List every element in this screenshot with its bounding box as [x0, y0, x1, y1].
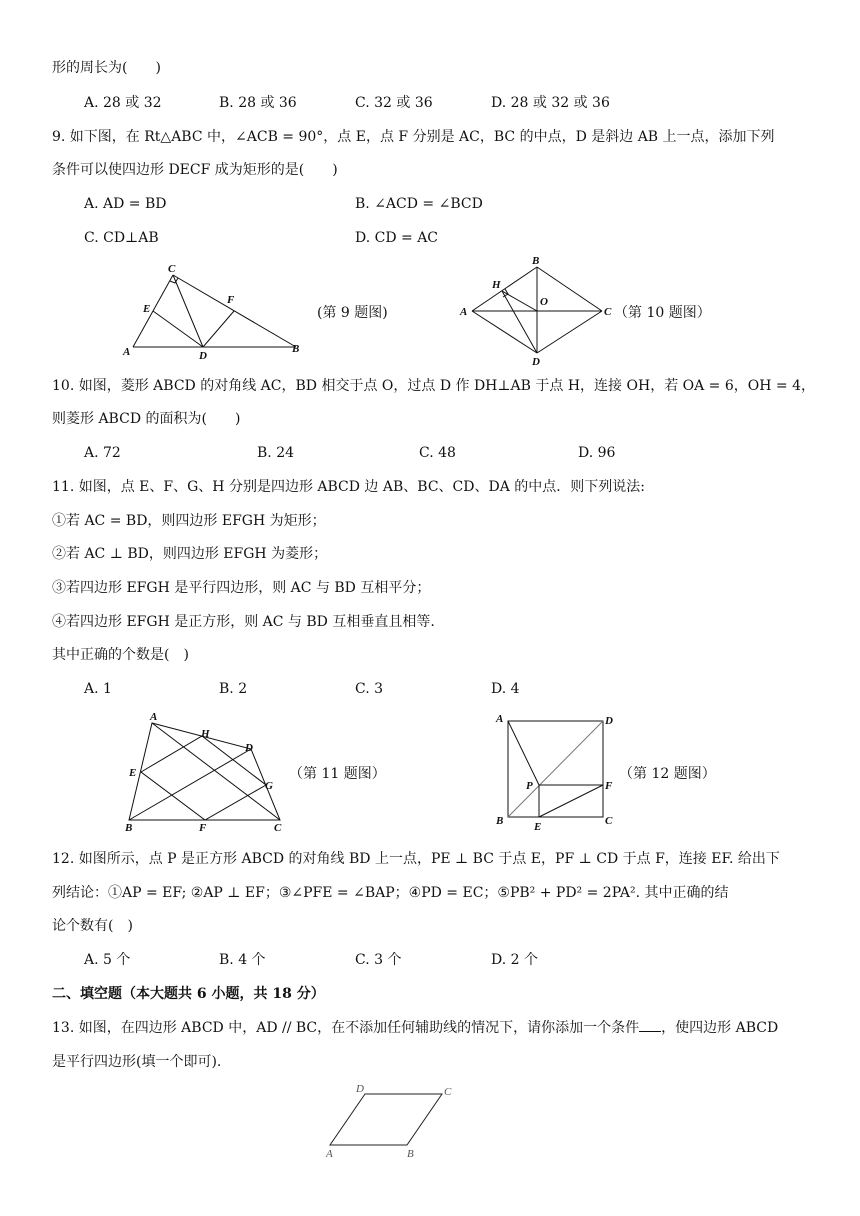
fig13-label-c: C [444, 1086, 452, 1098]
fig11-label-d: D [245, 742, 253, 754]
fig9-label-c: C [168, 263, 176, 275]
fig12-label-d: D [605, 715, 613, 727]
q8-option-d: D. 28 或 32 或 36 [491, 95, 610, 111]
q12-stem-line1: 12. 如图所示，点 P 是正方形 ABCD 的对角线 BD 上一点，PE ⊥ BC 于点 E，PF ⊥ CD 于点 F，连接 EF. 给出下 [52, 851, 780, 867]
q12-option-d: D. 2 个 [491, 952, 538, 968]
fig11-label-f: F [199, 822, 207, 834]
q9-stem-line1: 9. 如下图，在 Rt△ABC 中，∠ACB = 90°，点 E，点 F 分别是 AC，BC 的中点，D 是斜边 AB 上一点，添加下列 [52, 129, 775, 145]
fig12-label-c: C [605, 815, 613, 827]
fig11-label-b: B [125, 822, 133, 834]
q12-stem-line2: 列结论：①AP = EF; ②AP ⊥ EF；③∠PFE = ∠BAP；④PD = EC；⑤PB² + PD² = 2PA². 其中正确的结 [52, 885, 729, 901]
fig12-label-p: P [526, 780, 533, 792]
q9-option-d: D. CD = AC [355, 230, 439, 246]
q9-option-a: A. AD = BD [84, 196, 167, 212]
fig9-label-d: D [199, 350, 207, 362]
q8-tail: 形的周长为( ) [52, 60, 161, 76]
q13-stem-line2: 是平行四边形(填一个即可). [52, 1054, 222, 1070]
q12-option-b: B. 4 个 [219, 952, 266, 968]
fig11-label-g: G [265, 780, 273, 792]
fig13-label-a: A [326, 1148, 333, 1160]
fig10-label-h: H [492, 279, 501, 291]
fig11-label-e: E [129, 767, 137, 779]
q11-ask: 其中正确的个数是( ) [52, 647, 189, 663]
fig11-caption: （第 11 题图） [289, 766, 386, 782]
fig10-label-b: B [532, 255, 540, 267]
q9-option-b: B. ∠ACD = ∠BCD [355, 196, 483, 212]
q11-option-b: B. 2 [219, 681, 248, 697]
fig11-label-h: H [201, 728, 210, 740]
fig12-label-e: E [534, 821, 542, 833]
fig12-label-f: F [605, 780, 613, 792]
q10-option-c: C. 48 [419, 445, 456, 461]
q11-option-c: C. 3 [355, 681, 384, 697]
fig10-label-a: A [460, 306, 468, 318]
fig10-label-d: D [532, 356, 540, 368]
q11-option-a: A. 1 [84, 681, 112, 697]
fig9-label-b: B [292, 343, 300, 355]
q12-stem-line3: 论个数有( ) [52, 918, 133, 934]
q8-option-b: B. 28 或 36 [219, 95, 297, 111]
fig11-label-a: A [150, 711, 158, 723]
fig9-label-e: E [143, 303, 151, 315]
section-2-title: 二、填空题（本大题共 6 小题，共 18 分） [52, 986, 325, 1002]
fig13-label-b: B [407, 1148, 414, 1160]
fig12-label-a: A [496, 713, 504, 725]
q11-statement-4: ④若四边形 EFGH 是正方形，则 AC 与 BD 互相垂直且相等. [52, 614, 435, 630]
q8-option-c: C. 32 或 36 [355, 95, 433, 111]
q12-option-a: A. 5 个 [84, 952, 131, 968]
q11-statement-2: ②若 AC ⊥ BD，则四边形 EFGH 为菱形； [52, 546, 328, 562]
fig11-label-c: C [274, 822, 282, 834]
fig13-label-d: D [356, 1083, 364, 1095]
fig9-label-f: F [227, 294, 235, 306]
fig10-caption: （第 10 题图） [614, 305, 711, 321]
fig9-label-a: A [123, 346, 131, 358]
fig10-label-c: C [604, 306, 612, 318]
q10-option-b: B. 24 [257, 445, 295, 461]
q13-stem-part1: 13. 如图，在四边形 ABCD 中，AD // BC，在不添加任何辅助线的情况下，请你添加一个条件 [52, 1020, 640, 1036]
fig12-label-b: B [496, 815, 504, 827]
q9-stem-line2: 条件可以使四边形 DECF 成为矩形的是( ) [52, 162, 338, 178]
q8-option-a: A. 28 或 32 [84, 95, 162, 111]
q9-option-c: C. CD⊥AB [84, 230, 159, 246]
q11-statement-1: ①若 AC = BD，则四边形 EFGH 为矩形； [52, 513, 326, 529]
q10-stem-line1: 10. 如图，菱形 ABCD 的对角线 AC，BD 相交于点 O，过点 D 作 DH⊥AB 于点 H，连接 OH，若 OA = 6，OH = 4， [52, 378, 815, 394]
q11-option-d: D. 4 [491, 681, 520, 697]
q11-statement-3: ③若四边形 EFGH 是平行四边形，则 AC 与 BD 互相平分； [52, 580, 431, 596]
fig9-caption: (第 9 题图) [317, 305, 388, 321]
q10-option-a: A. 72 [84, 445, 121, 461]
q10-option-d: D. 96 [578, 445, 616, 461]
q10-stem-line2: 则菱形 ABCD 的面积为( ) [52, 411, 241, 427]
fig10-label-o: O [540, 296, 548, 308]
q13-stem-part2: ，使四边形 ABCD [661, 1020, 779, 1036]
q12-option-c: C. 3 个 [355, 952, 402, 968]
q11-stem: 11. 如图，点 E、F、G、H 分别是四边形 ABCD 边 AB、BC、CD、DA 的中点．则下列说法: [52, 479, 645, 495]
fig12-caption: （第 12 题图） [619, 766, 716, 782]
